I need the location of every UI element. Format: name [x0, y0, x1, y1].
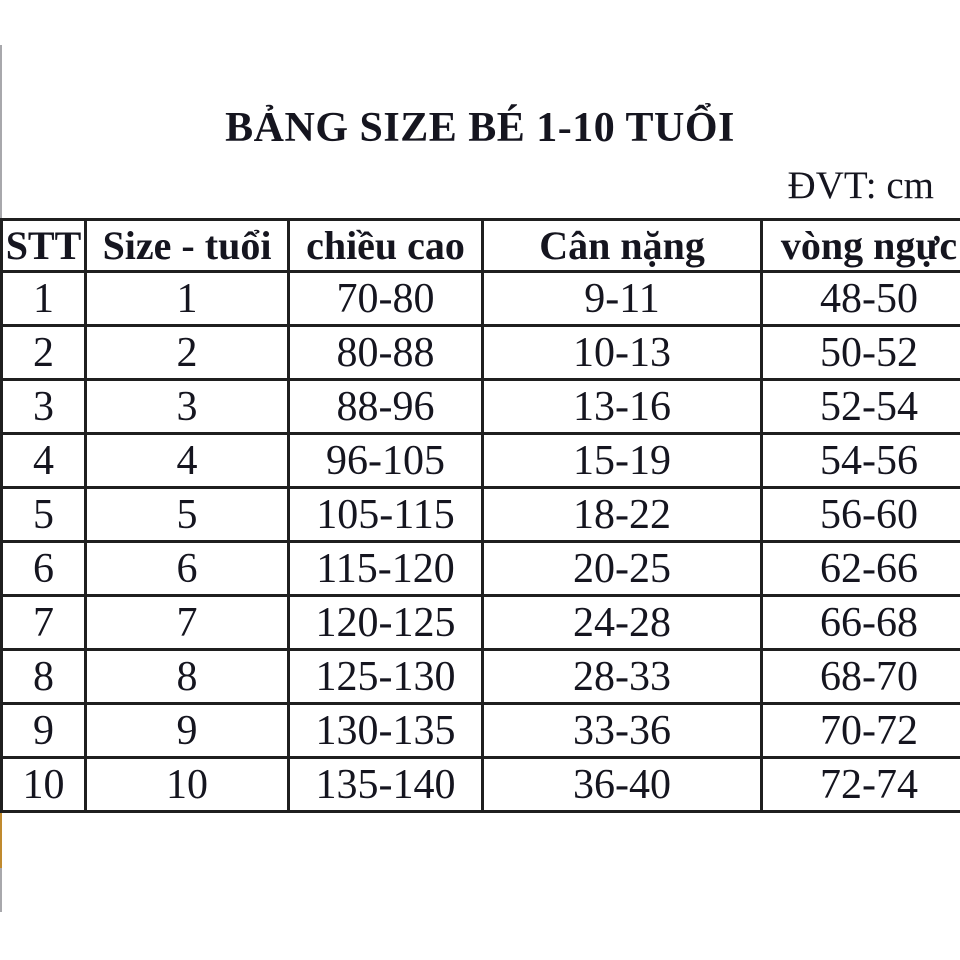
page-title: BẢNG SIZE BÉ 1-10 TUỔI [225, 105, 735, 151]
column-header: chiều cao [289, 220, 483, 272]
table-cell: 3 [2, 380, 86, 434]
table-row [2, 596, 960, 650]
table-cell: 5 [86, 488, 289, 542]
column-header: Size - tuổi [86, 220, 289, 272]
table-cell: 13-16 [483, 380, 762, 434]
table-cell: 3 [86, 380, 289, 434]
table-cell: 72-74 [762, 758, 960, 812]
table-cell: 120-125 [289, 596, 483, 650]
table-cell: 20-25 [483, 542, 762, 596]
table-cell: 66-68 [762, 596, 960, 650]
table-cell: 80-88 [289, 326, 483, 380]
table-cell: 8 [2, 650, 86, 704]
table-cell: 135-140 [289, 758, 483, 812]
table-cell: 4 [2, 434, 86, 488]
size-table-head-row [2, 220, 960, 272]
table-cell: 33-36 [483, 704, 762, 758]
table-cell: 115-120 [289, 542, 483, 596]
size-table [0, 218, 960, 813]
table-row [2, 704, 960, 758]
table-row [2, 434, 960, 488]
table-cell: 130-135 [289, 704, 483, 758]
table-cell: 15-19 [483, 434, 762, 488]
table-row [2, 272, 960, 326]
table-cell: 70-80 [289, 272, 483, 326]
table-cell: 6 [86, 542, 289, 596]
table-cell: 10 [2, 758, 86, 812]
table-row [2, 542, 960, 596]
table-cell: 2 [86, 326, 289, 380]
page-edge-artifact-orange [0, 810, 2, 868]
table-cell: 88-96 [289, 380, 483, 434]
column-header: STT [2, 220, 86, 272]
table-cell: 56-60 [762, 488, 960, 542]
table-cell: 10-13 [483, 326, 762, 380]
table-cell: 18-22 [483, 488, 762, 542]
table-cell: 28-33 [483, 650, 762, 704]
table-cell: 48-50 [762, 272, 960, 326]
table-cell: 2 [2, 326, 86, 380]
table-row [2, 650, 960, 704]
table-cell: 8 [86, 650, 289, 704]
table-cell: 9-11 [483, 272, 762, 326]
table-cell: 36-40 [483, 758, 762, 812]
table-row [2, 326, 960, 380]
table-cell: 68-70 [762, 650, 960, 704]
table-cell: 7 [2, 596, 86, 650]
table-row [2, 488, 960, 542]
table-cell: 7 [86, 596, 289, 650]
table-cell: 24-28 [483, 596, 762, 650]
table-cell: 125-130 [289, 650, 483, 704]
table-cell: 62-66 [762, 542, 960, 596]
table-cell: 50-52 [762, 326, 960, 380]
column-header: vòng ngực [762, 220, 960, 272]
table-cell: 1 [2, 272, 86, 326]
table-cell: 9 [2, 704, 86, 758]
table-cell: 105-115 [289, 488, 483, 542]
table-cell: 5 [2, 488, 86, 542]
page-edge-artifact-grey-bottom [0, 868, 2, 912]
table-cell: 96-105 [289, 434, 483, 488]
table-cell: 52-54 [762, 380, 960, 434]
table-cell: 54-56 [762, 434, 960, 488]
table-cell: 70-72 [762, 704, 960, 758]
size-table-body [2, 272, 960, 812]
table-cell: 6 [2, 542, 86, 596]
table-cell: 1 [86, 272, 289, 326]
unit-label: ĐVT: cm [787, 164, 934, 207]
table-row [2, 758, 960, 812]
column-header: Cân nặng [483, 220, 762, 272]
table-row [2, 380, 960, 434]
table-cell: 10 [86, 758, 289, 812]
table-cell: 9 [86, 704, 289, 758]
table-cell: 4 [86, 434, 289, 488]
